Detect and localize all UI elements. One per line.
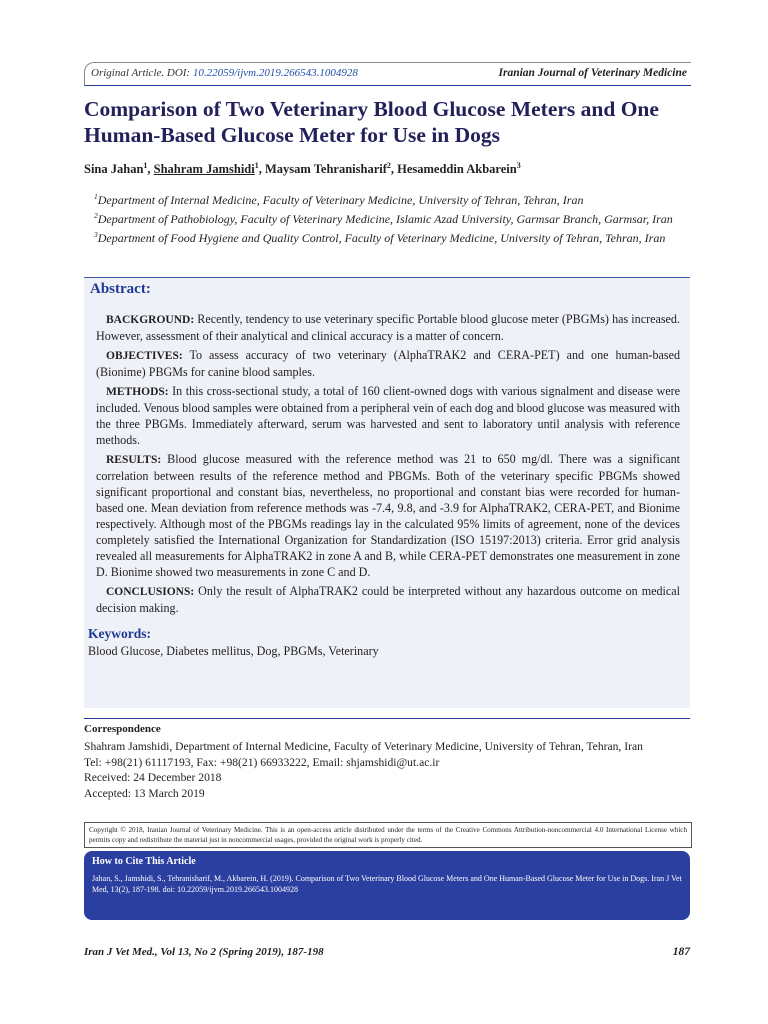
article-type-doi <box>91 67 358 79</box>
abstract-methods <box>96 383 680 448</box>
correspondence-divider <box>84 718 690 719</box>
affiliation-item <box>94 189 694 208</box>
abstract-panel <box>84 277 690 708</box>
correspondence-contact: Tel: +98(21) 61117193, Fax: +98(21) 66933222, Email: shjamshidi@ut.ac.ir <box>84 755 440 769</box>
results-label: RESULTS: <box>106 454 162 466</box>
author-name: Hesameddin Akbarein <box>397 162 517 177</box>
author-list: Sina Jahan$^1$, Shahram Jamshidi$^1$, Maysam Tehranisharif$^2$, Hesameddin Akbarein$^3$ <box>84 161 521 177</box>
abstract-body <box>96 311 680 619</box>
keywords-heading: Keywords: <box>88 626 151 641</box>
author-name: Sina Jahan <box>84 162 144 177</box>
author-affiliation-mark: 1 <box>143 161 148 170</box>
affiliation-item <box>94 208 694 227</box>
page-number: 187 <box>672 946 690 958</box>
article-title: Comparison of Two Veterinary Blood Glucose Meters and One Human-Based Glucose Meter for Use in Dogs <box>84 97 659 147</box>
background-label: BACKGROUND: <box>106 314 195 326</box>
corresponding-author-name: Shahram Jamshidi <box>153 162 255 177</box>
abstract-background <box>96 311 680 344</box>
received-date: Received: 24 December 2018 <box>84 771 222 784</box>
author-affiliation-mark: 2 <box>386 161 391 170</box>
background-text: Recently, tendency to use veterinary specific Portable blood glucose meter (PBGMs) has increased. However, assessment of their analytical and clinical accuracy is a matter of concern. <box>96 312 680 343</box>
affiliation-list <box>94 189 694 246</box>
doi-link[interactable]: 10.22059/ijvm.2019.266543.1004928 <box>192 67 358 79</box>
affiliation-number: 2 <box>94 211 98 220</box>
abstract-conclusions <box>96 583 680 616</box>
affiliation-number: 1 <box>94 192 98 201</box>
correspondence-details <box>84 739 694 801</box>
abstract-objectives <box>96 347 680 380</box>
footer-citation: Iran J Vet Med., Vol 13, No 2 (Spring 2019), 187-198 <box>84 946 324 958</box>
author-affiliation-mark: 1 <box>254 161 259 170</box>
cite-panel <box>84 851 690 920</box>
affiliation-text: Department of Pathobiology, Faculty of Veterinary Medicine, Islamic Azad University, Garmsar Branch, Garmsar, Iran <box>97 212 673 226</box>
correspondence-heading: Correspondence <box>84 723 161 735</box>
author-name: Maysam Tehranisharif <box>264 162 387 177</box>
conclusions-text: Only the result of AlphaTRAK2 could be interpreted without any hazardous outcome on medical decision making. <box>96 584 680 615</box>
author-affiliation-mark: 3 <box>516 161 521 170</box>
abstract-results <box>96 451 680 580</box>
cite-text: Jahan, S., Jamshidi, S., Tehranisharif, M., Akbarein, H. (2019). Comparison of Two Veterinary Blood Glucose Meters and One Human-Based Glucose Meter for Use in Dogs. Iran J Vet Med, 13(2), 187-198. doi: 10.22059/ijvm.2019.266543.1004928 <box>92 874 682 894</box>
objectives-text: To assess accuracy of two veterinary (AlphaTRAK2 and CERA-PET) and one human-based (Bionime) PBGMs for canine blood samples. <box>96 348 680 379</box>
keywords-list: Blood Glucose, Diabetes mellitus, Dog, PBGMs, Veterinary <box>88 644 379 658</box>
results-text: Blood glucose measured with the reference method was 21 to 650 mg/dl. There was a significant correlation between results of the reference method and PBGMs. Both of the veterinary specific PBGMs showed significant proportional and constant bias, nevertheless, no proportional and constant bias were recorded for human-based one. Mean deviation from reference methods was -7.4, 9.8, and -3.9 for AlphaTRAK2, CERA-PET, and Bionime respectively. Although most of the PBGMs readings lay in the calculated 95% limits of agreement, none of the devices completely satisfied the International Organization for Standardization (ISO 15197:2013) criteria. Error grid analysis revealed all measurements for AlphaTRAK2 in zone A and B, while CERA-PET demonstrates one measurement in zone D. Bionime showed two measurements in zone C and D. <box>96 452 680 579</box>
copyright-notice: Copyright © 2018, Iranian Journal of Veterinary Medicine. This is an open-access article distributed under the terms of the Creative Commons Attribution-noncommercial 4.0 International License which permits copy and redistribute the material just in noncommercial usages, provided the original work is properly cited. <box>84 822 692 848</box>
correspondence-address: Shahram Jamshidi, Department of Internal Medicine, Faculty of Veterinary Medicine, University of Tehran, Tehran, Iran <box>84 740 643 753</box>
affiliation-item <box>94 227 694 246</box>
journal-name: Iranian Journal of Veterinary Medicine <box>498 67 687 79</box>
article-type: Original Article. DOI: <box>91 67 193 79</box>
affiliation-text: Department of Internal Medicine, Faculty of Veterinary Medicine, University of Tehran, Tehran, Iran <box>97 193 584 207</box>
conclusions-label: CONCLUSIONS: <box>106 586 195 598</box>
journal-header <box>84 62 691 86</box>
cite-heading: How to Cite This Article <box>92 856 196 867</box>
methods-label: METHODS: <box>106 386 169 398</box>
abstract-heading: Abstract: <box>90 281 151 297</box>
methods-text: In this cross-sectional study, a total of 160 client-owned dogs with various signalment and disease were included. Venous blood samples were obtained from a peripheral vein of each dog and blood glucose was measured with the three PBGMs. Immediately afterward, serum was harvested and sent to laboratory until analysis with reference methods. <box>96 384 680 447</box>
accepted-date: Accepted: 13 March 2019 <box>84 786 205 800</box>
affiliation-text: Department of Food Hygiene and Quality Control, Faculty of Veterinary Medicine, University of Tehran, Tehran, Iran <box>97 231 666 245</box>
affiliation-number: 3 <box>94 230 98 239</box>
objectives-label: OBJECTIVES: <box>106 350 183 362</box>
